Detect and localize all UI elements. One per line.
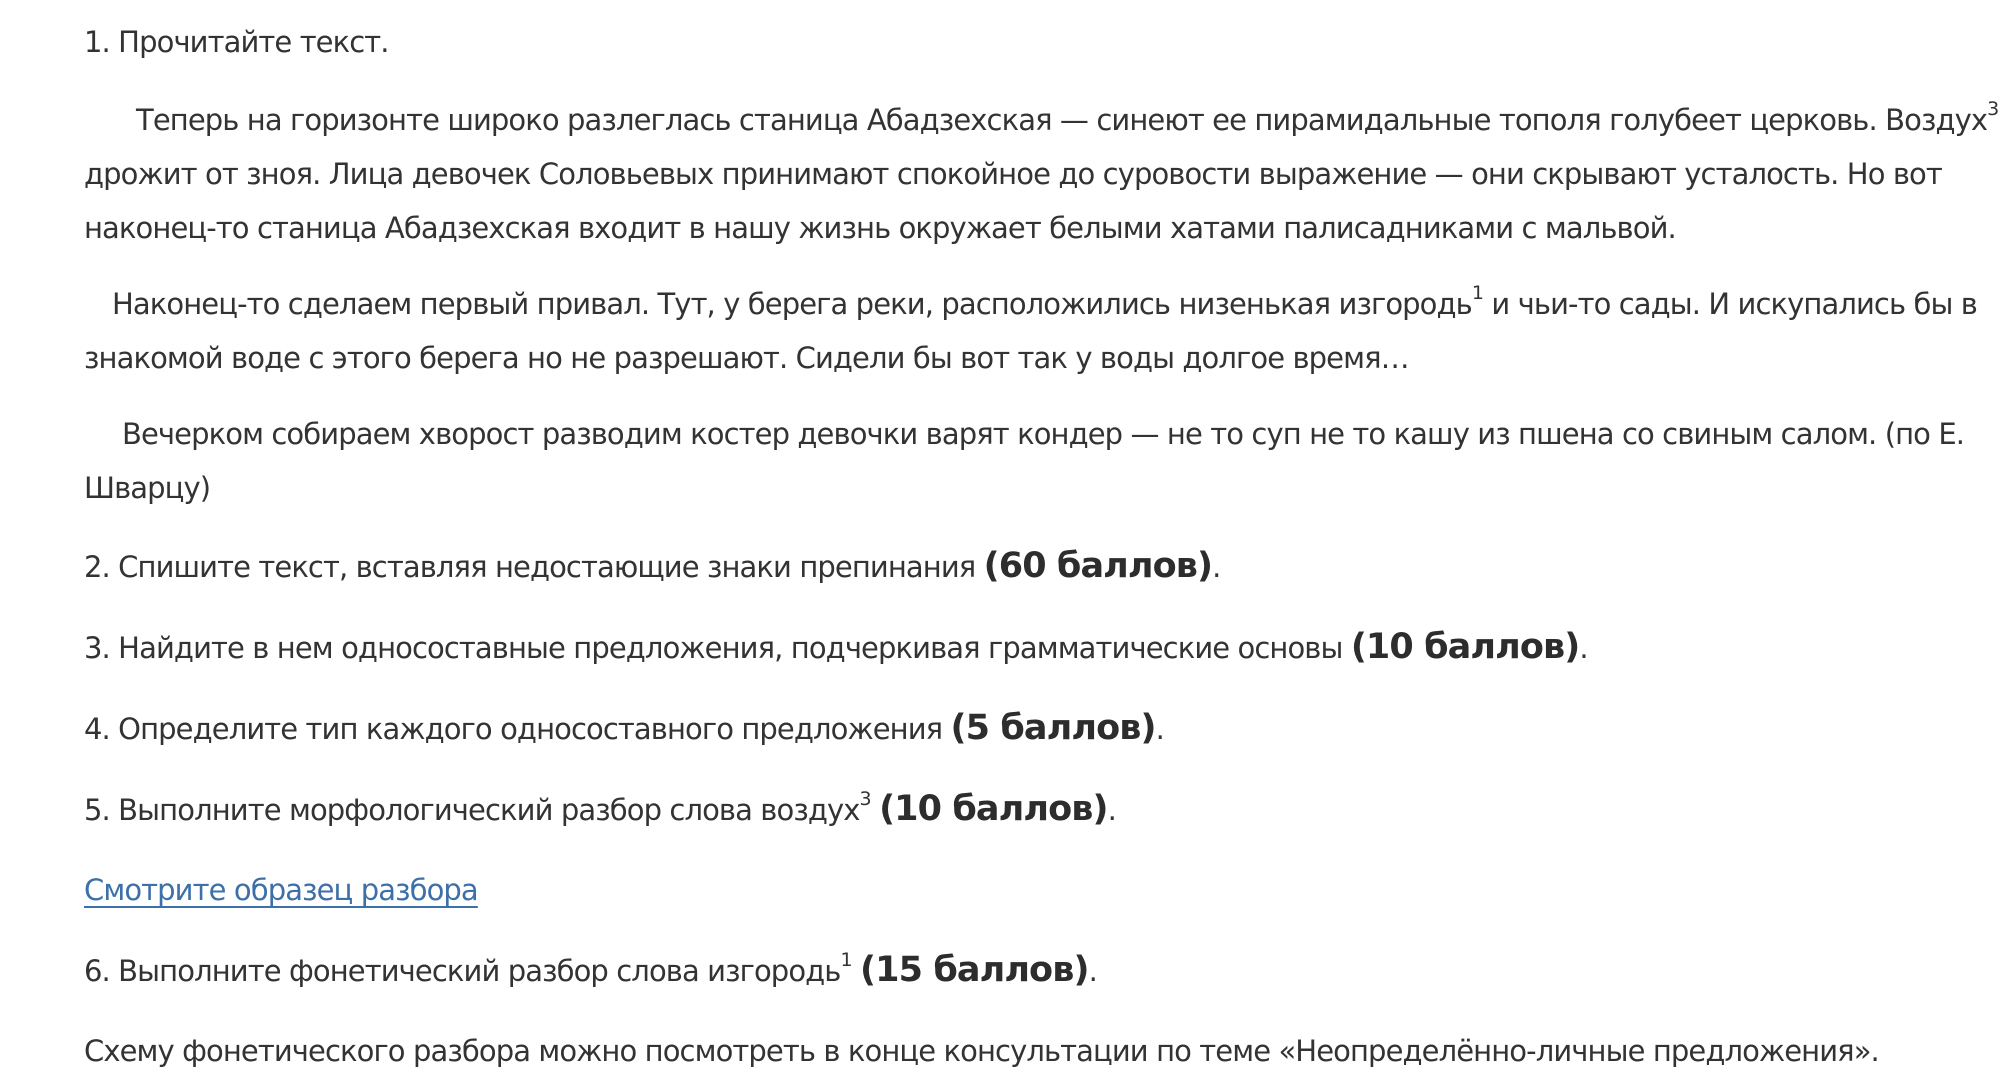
text-paragraph-3 xyxy=(84,407,2001,515)
task-5-end: . xyxy=(1107,793,1116,827)
task-4 xyxy=(84,701,2001,756)
task-4-text: 4. Определите тип каждого односоставного предложения xyxy=(84,712,951,746)
task-2 xyxy=(84,539,2001,594)
text-paragraph-1 xyxy=(84,93,2001,255)
task-1-label: 1. Прочитайте текст. xyxy=(84,25,389,59)
sample-link-row xyxy=(84,863,2001,917)
task-3-text: 3. Найдите в нем односоставные предложения, подчеркивая грамматические основы xyxy=(84,631,1351,665)
task-4-points: (5 баллов) xyxy=(950,708,1156,748)
task-3-points: (10 баллов) xyxy=(1350,627,1580,667)
task-5-text: 5. Выполните морфологический разбор слова воздух xyxy=(84,793,860,827)
footnote-marker: 3 xyxy=(859,788,871,811)
task-6-end: . xyxy=(1088,954,1097,988)
task-6-points: (15 баллов) xyxy=(860,950,1089,990)
task-6-space xyxy=(852,954,860,988)
task-4-end: . xyxy=(1155,712,1164,746)
text-paragraph-3-text: Вечерком собираем хворост разводим костер девочки варят кондер — не то суп не то кашу из пшена со свиным салом. (по Е. Шварцу) xyxy=(84,417,1965,505)
task-2-text: 2. Спишите текст, вставляя недостающие знаки препинания xyxy=(84,550,984,584)
task-5-points: (10 баллов) xyxy=(879,789,1108,829)
task-6 xyxy=(84,943,2001,998)
text-paragraph-2-part-2: и чьи-то сады. И искупались бы в знакомой воде с этого берега но не разрешают. Сидели бы вот так у воды долгое время… xyxy=(84,287,1977,375)
task-1 xyxy=(84,15,2001,69)
text-paragraph-2-part-1: Наконец-то сделаем первый привал. Тут, у берега реки, расположились низенькая изгородь xyxy=(112,287,1472,321)
phonetic-scheme-note-text: Схему фонетического разбора можно посмотреть в конце консультации по теме «Неопределённо-личные предложения». xyxy=(84,1034,1879,1068)
text-paragraph-1-part-2: дрожит от зноя. Лица девочек Соловьевых принимают спокойное до суровости выражение — они скрывают усталость. Но вот наконец-то станица Абадзехская входит в нашу жизнь окружает белыми хатами палисадниками с мальвой. xyxy=(84,157,1942,245)
text-paragraph-2 xyxy=(84,277,2001,385)
footnote-marker: 3 xyxy=(1987,98,1999,121)
task-6-text: 6. Выполните фонетический разбор слова изгородь xyxy=(84,954,841,988)
text-paragraph-1-part-1: Теперь на горизонте широко разлеглась станица Абадзехская — синеют ее пирамидальные тополя голубеет церковь. Воздух xyxy=(136,103,1988,137)
phonetic-scheme-note xyxy=(84,1024,2001,1078)
task-3 xyxy=(84,620,2001,675)
footnote-marker: 1 xyxy=(1471,282,1484,305)
task-5-space xyxy=(871,793,879,827)
sample-analysis-link[interactable]: Смотрите образец разбора xyxy=(84,873,478,907)
task-2-points: (60 баллов) xyxy=(983,546,1213,586)
footnote-marker: 1 xyxy=(840,949,852,972)
task-2-end: . xyxy=(1212,550,1221,584)
task-3-end: . xyxy=(1579,631,1588,665)
task-5 xyxy=(84,782,2001,837)
